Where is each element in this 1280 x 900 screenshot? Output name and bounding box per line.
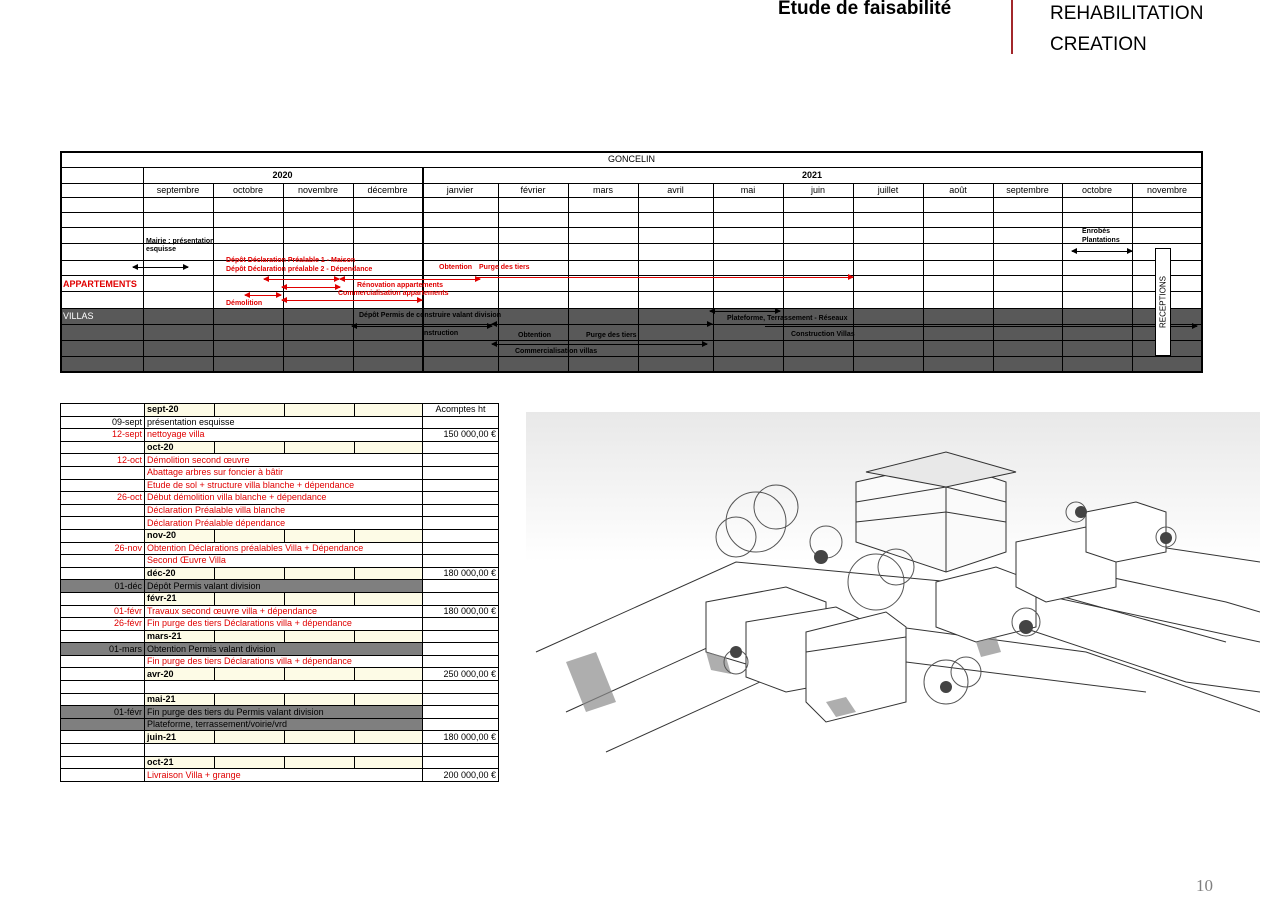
schedule-text: Déclaration Préalable dépendance (145, 517, 423, 530)
arrow-depot-pc (352, 326, 492, 327)
schedule-date: 01-mars (61, 643, 145, 656)
schedule-amount (423, 466, 499, 479)
schedule-empty-cell (215, 441, 285, 454)
month-3: décembre (367, 185, 408, 195)
schedule-empty-cell (355, 668, 423, 681)
schedule-text: Démolition second œuvre (145, 454, 423, 467)
schedule-row (61, 655, 499, 668)
schedule-empty-cell (285, 567, 355, 580)
month-13: octobre (1081, 185, 1113, 195)
schedule-text: Déclaration Préalable villa blanche (145, 504, 423, 517)
label-depot-pc: Dépôt Permis de construire valant division (359, 312, 501, 319)
label-plateforme: Plateforme, Terrassement - Réseaux (727, 315, 848, 322)
schedule-date: 01-févr (61, 706, 145, 719)
label-dp1: Dépôt Déclaration Préalable 1 - Maison (226, 257, 356, 264)
schedule-date: 01-déc (61, 580, 145, 593)
schedule-empty-cell (215, 693, 285, 706)
schedule-text: Début démolition villa blanche + dépendance (145, 492, 423, 505)
schedule-row (61, 630, 499, 643)
gantt-chart (60, 151, 1203, 372)
schedule-row (61, 466, 499, 479)
schedule-amount (423, 504, 499, 517)
schedule-date: 26-oct (61, 492, 145, 505)
year-2020: 2020 (272, 170, 293, 180)
schedule-row (61, 454, 499, 467)
schedule-amount (423, 681, 499, 694)
schedule-row (61, 731, 499, 744)
schedule-text: oct-20 (145, 441, 215, 454)
month-4: janvier (446, 185, 474, 195)
schedule-amount (423, 492, 499, 505)
schedule-date (61, 756, 145, 769)
schedule-text: nettoyage villa (145, 429, 423, 442)
schedule-amount (423, 643, 499, 656)
label-obtention-villas: Obtention (518, 332, 552, 339)
schedule-amount: 200 000,00 € (423, 769, 499, 782)
schedule-text: Plateforme, terrassement/voirie/vrd (145, 718, 423, 731)
schedule-amount (423, 655, 499, 668)
schedule-date: 26-févr (61, 618, 145, 631)
schedule-row (61, 693, 499, 706)
month-5: février (520, 185, 546, 195)
row-label-villas: VILLAS (63, 311, 94, 321)
schedule-empty-cell (355, 567, 423, 580)
schedule-date (61, 479, 145, 492)
schedule-text: Travaux second œuvre villa + dépendance (145, 605, 423, 618)
label-construction: Construction Villas (791, 331, 855, 338)
schedule-empty-cell (215, 756, 285, 769)
schedule-text: Fin purge des tiers du Permis valant division (145, 706, 423, 719)
schedule-amount (423, 416, 499, 429)
arrow-construction (765, 326, 1197, 327)
schedule-amount (423, 744, 499, 757)
schedule-date (61, 693, 145, 706)
schedule-amount (423, 718, 499, 731)
schedule-empty-cell (285, 404, 355, 417)
schedule-row (61, 668, 499, 681)
month-1: octobre (232, 185, 264, 195)
label-dp2: Dépôt Déclaration préalable 2 - Dépendance (226, 266, 373, 273)
grid-hline (60, 291, 1203, 292)
schedule-row (61, 643, 499, 656)
grid-hline (60, 167, 1203, 168)
grid-vline (213, 183, 214, 372)
arrow-commercialisation-villas (492, 344, 707, 345)
schedule-empty-cell (355, 441, 423, 454)
schedule-date (61, 466, 145, 479)
schedule-date (61, 681, 145, 694)
schedule-text: Dépôt Permis valant division (145, 580, 423, 593)
grid-vline (1062, 183, 1063, 372)
schedule-amount (423, 441, 499, 454)
receptions-box (1155, 248, 1171, 356)
label-renovation: Rénovation appartements (357, 282, 443, 289)
schedule-row (61, 416, 499, 429)
label-instruction: Instruction (422, 330, 459, 337)
label-purge: Purge des tiers (479, 264, 530, 271)
schedule-date: 12-sept (61, 429, 145, 442)
grid-hline (60, 340, 1203, 341)
schedule-amount (423, 529, 499, 542)
schedule-date (61, 731, 145, 744)
month-0: septembre (156, 185, 200, 195)
month-8: mai (740, 185, 756, 195)
schedule-amount: 180 000,00 € (423, 605, 499, 618)
label-commercialisation-villas: Commercialisation villas (515, 348, 598, 355)
schedule-empty-cell (285, 693, 355, 706)
schedule-empty-cell (215, 668, 285, 681)
schedule-row (61, 492, 499, 505)
schedule-empty-cell (215, 630, 285, 643)
schedule-empty-cell (355, 630, 423, 643)
schedule-text: mars-21 (145, 630, 215, 643)
schedule-amount (423, 517, 499, 530)
schedule-text: avr-20 (145, 668, 215, 681)
schedule-amount (423, 542, 499, 555)
month-9: juin (810, 185, 825, 195)
schedule-date (61, 517, 145, 530)
schedule-row (61, 618, 499, 631)
grid-hline (60, 243, 1203, 244)
schedule-row (61, 706, 499, 719)
schedule-row (61, 517, 499, 530)
schedule-amount (423, 580, 499, 593)
schedule-row (61, 718, 499, 731)
schedule-empty-cell (285, 756, 355, 769)
schedule-amount (423, 592, 499, 605)
schedule-date (61, 769, 145, 782)
month-12: septembre (1006, 185, 1049, 195)
header-line-1: REHABILITATION (1050, 3, 1204, 24)
label-commercialisation-app: Commercialisation appartements (338, 290, 449, 297)
schedule-empty-cell (355, 592, 423, 605)
schedule-amount: 250 000,00 € (423, 668, 499, 681)
schedule-text: mai-21 (145, 693, 215, 706)
schedule-empty-cell (215, 529, 285, 542)
schedule-date (61, 504, 145, 517)
schedule-row (61, 542, 499, 555)
schedule-text (145, 681, 423, 694)
month-7: avril (667, 185, 684, 195)
grid-hline (60, 212, 1203, 213)
schedule-date: 26-nov (61, 542, 145, 555)
month-6: mars (593, 185, 613, 195)
schedule-empty-cell (285, 630, 355, 643)
schedule-row (61, 567, 499, 580)
grid-hline (60, 227, 1203, 228)
grid-hline (60, 356, 1203, 357)
schedule-text: oct-21 (145, 756, 215, 769)
schedule-date (61, 744, 145, 757)
schedule-amount (423, 630, 499, 643)
grid-vline (143, 183, 144, 372)
schedule-amount (423, 618, 499, 631)
schedule-amount (423, 693, 499, 706)
schedule-date (61, 529, 145, 542)
schedule-date (61, 592, 145, 605)
schedule-text: févr-21 (145, 592, 215, 605)
schedule-date (61, 718, 145, 731)
schedule-row (61, 744, 499, 757)
grid-hline (60, 371, 1203, 373)
schedule-date: 01-févr (61, 605, 145, 618)
schedule-amount: Acomptes ht (423, 404, 499, 417)
label-obtention: Obtention (439, 264, 473, 271)
schedule-amount: 150 000,00 € (423, 429, 499, 442)
month-11: août (949, 185, 967, 195)
arrow-renovation (282, 300, 422, 301)
label-purge-villas: Purge des tiers (586, 332, 637, 339)
schedule-text: sept-20 (145, 404, 215, 417)
schedule-row (61, 681, 499, 694)
arrow-enrobes (1072, 251, 1132, 252)
grid-vline (993, 183, 994, 372)
schedule-text (145, 744, 423, 757)
schedule-row (61, 529, 499, 542)
schedule-text: déc-20 (145, 567, 215, 580)
schedule-empty-cell (355, 529, 423, 542)
schedule-date: 12-oct (61, 454, 145, 467)
architectural-sketch (526, 412, 1260, 774)
schedule-table (60, 403, 499, 782)
schedule-row (61, 756, 499, 769)
arrow-demolition (245, 295, 281, 296)
label-mairie: Mairie : présentation (146, 238, 215, 245)
schedule-row (61, 441, 499, 454)
schedule-row (61, 592, 499, 605)
document-title: Etude de faisabilité (778, 0, 952, 19)
label-enrobes: Enrobés (1082, 228, 1111, 235)
schedule-empty-cell (285, 592, 355, 605)
arrow-mairie (133, 267, 188, 268)
schedule-row (61, 605, 499, 618)
arrow-dp2 (282, 287, 340, 288)
label-plantations: Plantations (1082, 237, 1120, 244)
label-demolition: Démolition (226, 300, 263, 307)
grid-hline (60, 197, 1203, 198)
schedule-row (61, 555, 499, 568)
schedule-text: Obtention Déclarations préalables Villa + Dépendance (145, 542, 423, 555)
schedule-date: 09-sept (61, 416, 145, 429)
header-subtitle (1050, 0, 1203, 60)
schedule-text: Fin purge des tiers Déclarations villa + dépendance (145, 618, 423, 631)
schedule-text: juin-21 (145, 731, 215, 744)
grid-vline (923, 183, 924, 372)
schedule-empty-cell (355, 693, 423, 706)
schedule-amount (423, 555, 499, 568)
schedule-amount (423, 756, 499, 769)
gantt-title: GONCELIN (607, 154, 655, 164)
schedule-text: Fin purge des tiers Déclarations villa + dépendance (145, 655, 423, 668)
schedule-empty-cell (215, 567, 285, 580)
schedule-row (61, 479, 499, 492)
arrow-plateforme (710, 311, 780, 312)
grid-vline (1132, 183, 1133, 372)
header-line-2: CREATION (1050, 34, 1147, 55)
schedule-empty-cell (285, 441, 355, 454)
schedule-empty-cell (285, 668, 355, 681)
arrow-dp1 (264, 279, 339, 280)
arrow-obtention (340, 279, 480, 280)
schedule-empty-cell (355, 756, 423, 769)
arrow-appartements (475, 277, 853, 278)
schedule-empty-cell (355, 404, 423, 417)
schedule-amount (423, 479, 499, 492)
month-2: novembre (297, 185, 339, 195)
page-number: 10 (1196, 876, 1213, 895)
year-2021: 2021 (801, 170, 823, 180)
schedule-text: Livraison Villa + grange (145, 769, 423, 782)
grid-vline (60, 151, 62, 372)
schedule-text: Obtention Permis valant division (145, 643, 423, 656)
schedule-text: présentation esquisse (145, 416, 423, 429)
grid-hline (60, 275, 1203, 276)
label-mairie-2: esquisse (146, 246, 176, 253)
schedule-date (61, 655, 145, 668)
schedule-date (61, 555, 145, 568)
month-14: novembre (1146, 185, 1188, 195)
row-label-appartements: APPARTEMENTS (63, 279, 137, 289)
schedule-amount: 180 000,00 € (423, 567, 499, 580)
schedule-amount (423, 706, 499, 719)
schedule-row (61, 580, 499, 593)
schedule-date (61, 630, 145, 643)
arrow-instruction (492, 324, 712, 325)
schedule-text: nov-20 (145, 529, 215, 542)
schedule-row (61, 504, 499, 517)
schedule-empty-cell (285, 731, 355, 744)
schedule-amount (423, 454, 499, 467)
schedule-empty-cell (215, 592, 285, 605)
schedule-text: Abattage arbres sur foncier à bâtir (145, 466, 423, 479)
schedule-date (61, 567, 145, 580)
schedule-text: Second Œuvre Villa (145, 555, 423, 568)
grid-vline (283, 183, 284, 372)
schedule-date (61, 404, 145, 417)
grid-vline (353, 183, 354, 372)
schedule-amount: 180 000,00 € (423, 731, 499, 744)
header-divider (1011, 0, 1013, 54)
month-10: juillet (877, 185, 899, 195)
schedule-row (61, 404, 499, 417)
schedule-date (61, 441, 145, 454)
receptions-label: RECEPTIONS (1158, 275, 1168, 329)
schedule-row (61, 769, 499, 782)
grid-hline (60, 308, 1203, 309)
schedule-empty-cell (215, 404, 285, 417)
schedule-empty-cell (285, 529, 355, 542)
schedule-date (61, 668, 145, 681)
schedule-row (61, 429, 499, 442)
schedule-text: Etude de sol + structure villa blanche + dépendance (145, 479, 423, 492)
schedule-empty-cell (355, 731, 423, 744)
schedule-empty-cell (215, 731, 285, 744)
grid-vline-year (422, 167, 424, 372)
